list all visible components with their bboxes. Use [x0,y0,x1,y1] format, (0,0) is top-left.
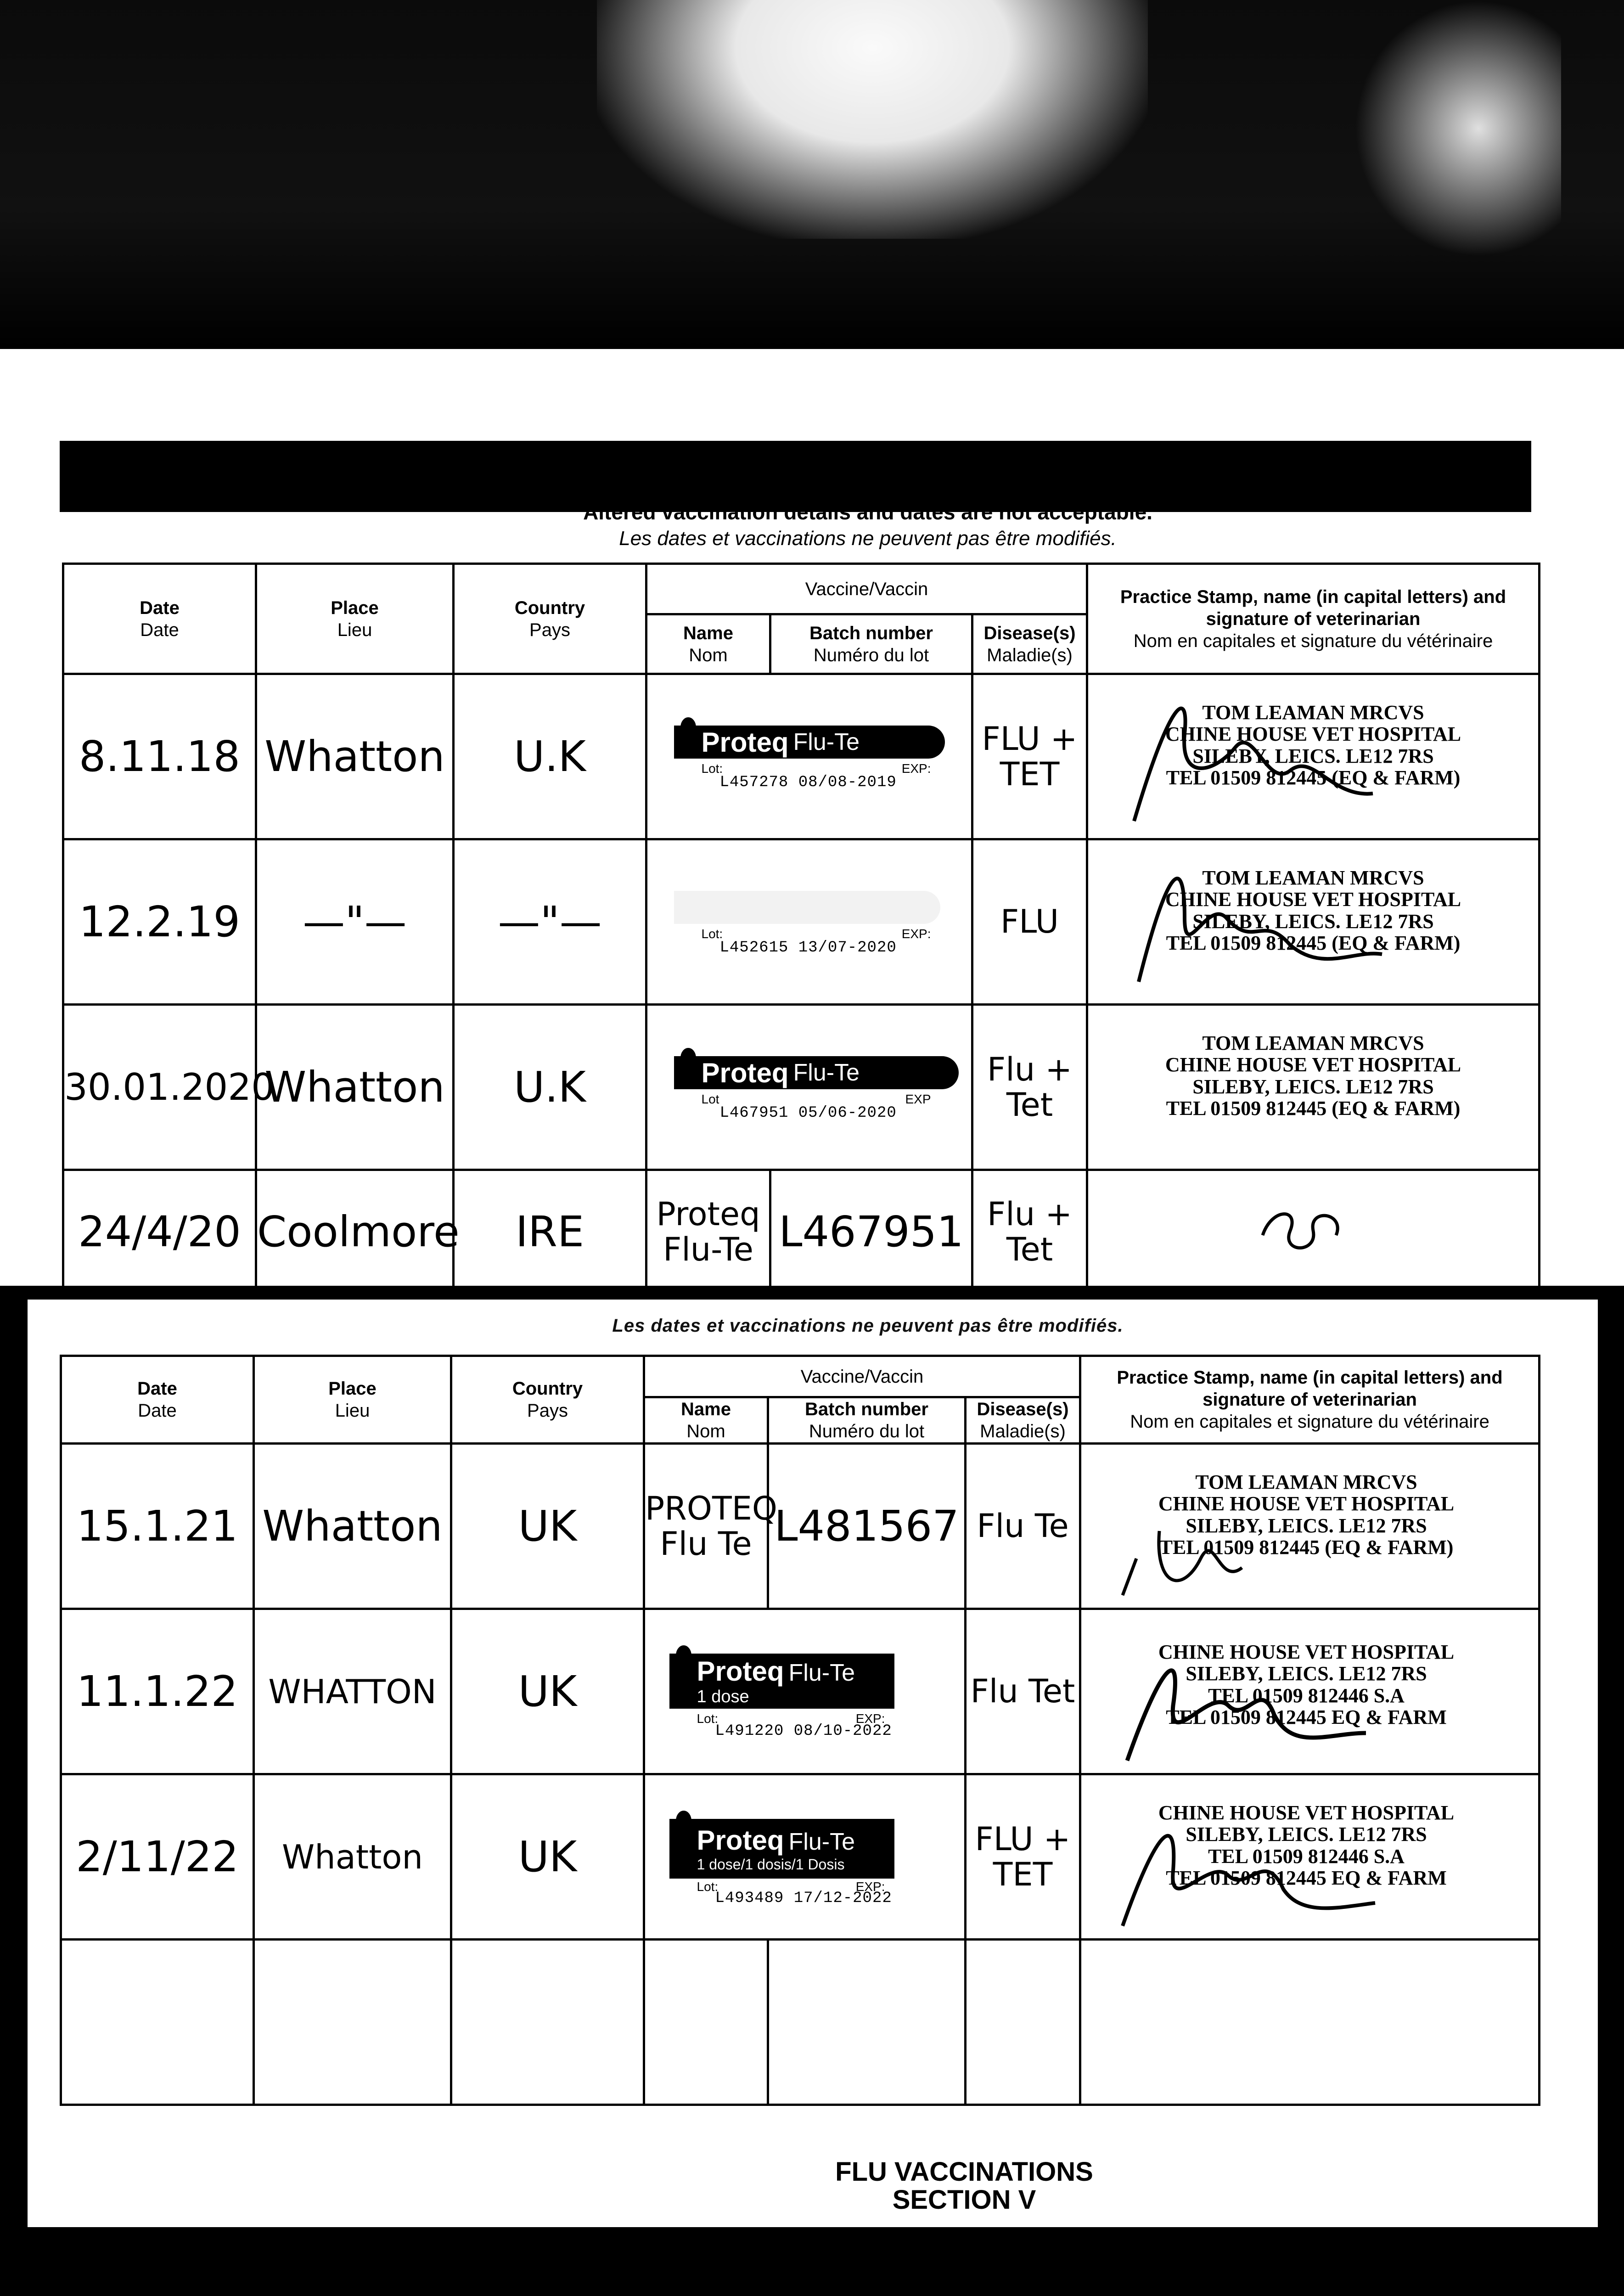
stamp-cell [1087,1005,1540,1170]
vaccine-label-cell [644,1774,966,1940]
date-cell: 24/4/20 [63,1170,256,1294]
stamp-cell [1087,839,1540,1005]
empty-cell [451,1940,644,2105]
empty-cell [644,1940,768,2105]
vet-stamp: CHINE HOUSE VET HOSPITAL SILEBY, LEICS. LE12 7RS TEL 01509 812446 S.A TEL 01509 812445 EQ & FARM [1081,1614,1538,1770]
empty-cell [1080,1940,1540,2105]
country-cell: UK [451,1444,644,1609]
header-date: Date Date [61,1356,254,1444]
name-cell: PROTEQ Flu Te [644,1444,768,1609]
country-cell: —"— [454,839,646,1005]
signature [1244,1199,1382,1263]
vaccine-label-cell [644,1609,966,1774]
table-row-empty [61,1940,1540,2105]
date-cell: 12.2.19 [63,839,256,1005]
place-cell: —"— [256,839,454,1005]
date-cell: 30.01.2020 [63,1005,256,1170]
place-cell: Whatton [256,674,454,839]
name-cell: Proteq Flu-Te [646,1170,770,1294]
country-cell: IRE [454,1170,646,1294]
header-stamp: Practice Stamp, name (in capital letters) and signature of veterinarian Nom en capitales et signature du vétérinaire [1080,1356,1540,1444]
header-stamp: Practice Stamp, name (in capital letters) and signature of veterinarian Nom en capitales et signature du vétérinaire [1087,564,1540,674]
date-cell: 15.1.21 [61,1444,254,1609]
vet-stamp: TOM LEAMAN MRCVS CHINE HOUSE VET HOSPITAL SILEBY, LEICS. LE12 7RS TEL 01509 812445 (EQ & FARM) [1088,679,1538,835]
vaccine-label-cell [646,1005,972,1170]
disease-cell: Flu + Tet [972,1170,1087,1294]
header-date: Date Date [63,564,256,674]
country-cell: UK [451,1774,644,1940]
stamp-cell [1087,674,1540,839]
disease-cell: FLU + TET [972,674,1087,839]
vaccination-table-upper [62,563,1540,1295]
vet-stamp: CHINE HOUSE VET HOSPITAL SILEBY, LEICS. LE12 7RS TEL 01509 812446 S.A TEL 01509 812445 EQ & FARM [1081,1779,1538,1935]
date-cell: 11.1.22 [61,1609,254,1774]
vaccine-sticker: Proteq Flu-Te Lot EXP L467951 05/06-2020 [674,1047,945,1125]
empty-cell [61,1940,254,2105]
page-bottom-shadow [0,2232,1624,2296]
disease-cell: FLU [972,839,1087,1005]
vaccine-sticker-faded: Lot: EXP: L452615 13/07-2020 [674,882,945,960]
empty-cell [966,1940,1080,2105]
header-place: Place Lieu [256,564,454,674]
date-cell: 8.11.18 [63,674,256,839]
table-row [61,1609,1540,1774]
table-row [63,674,1540,839]
header-country: Country Pays [451,1356,644,1444]
place-cell: Whatton [254,1774,451,1940]
vaccine-sticker: Proteq Flu-Te 1 dose/1 dosis/1 Dosis Lot: EXP: L493489 17/12-2022 [669,1810,940,1902]
vet-stamp: TOM LEAMAN MRCVS CHINE HOUSE VET HOSPITAL SILEBY, LEICS. LE12 7RS TEL 01509 812445 (EQ & FARM) [1088,844,1538,1000]
disease-cell: Flu + Tet [972,1005,1087,1170]
place-cell: Whatton [254,1444,451,1609]
date-cell: 2/11/22 [61,1774,254,1940]
header-name: Name Nom [644,1397,768,1444]
vaccine-label-cell [646,674,972,839]
vaccination-table-lower [60,1355,1540,2106]
header-vaccine: Vaccine/Vaccin [644,1356,1080,1397]
disease-cell: Flu Te [966,1444,1080,1609]
batch-cell: L481567 [768,1444,966,1609]
country-cell: UK [451,1609,644,1774]
place-cell: Whatton [256,1005,454,1170]
empty-cell [254,1940,451,2105]
table-row [63,1005,1540,1170]
country-cell: U.K [454,1005,646,1170]
warning-notice [138,500,1598,550]
vaccine-sticker: Proteq Flu-Te Lot: EXP: L457278 08/08-2019 [674,716,945,794]
empty-cell [768,1940,966,2105]
batch-cell: L467951 [770,1170,972,1294]
header-batch: Batch number Numéro du lot [770,614,972,674]
section-title: FLU VACCINATIONS SECTION V [835,2157,1093,2215]
header-place: Place Lieu [254,1356,451,1444]
notice-french-lower: Les dates et vaccinations ne peuvent pas être modifiés. [612,1316,1124,1336]
place-cell: Coolmore [256,1170,454,1294]
table-row [61,1774,1540,1940]
stamp-cell [1080,1609,1540,1774]
vaccine-sticker: Proteq Flu-Te 1 dose Lot: EXP: L491220 08/10-2022 [669,1644,940,1736]
header-disease: Disease(s) Maladie(s) [972,614,1087,674]
header-batch: Batch number Numéro du lot [768,1397,966,1444]
stamp-cell [1080,1444,1540,1609]
country-cell: U.K [454,674,646,839]
stamp-cell [1080,1774,1540,1940]
disease-cell: FLU + TET [966,1774,1080,1940]
notice-french: Les dates et vaccinations ne peuvent pas être modifiés. [619,527,1117,550]
scan-glare [597,0,1148,239]
disease-cell: Flu Tet [966,1609,1080,1774]
table-row [63,839,1540,1005]
place-cell: WHATTON [254,1609,451,1774]
vaccine-label-cell [646,839,972,1005]
page-number: 15 [0,2076,27,2102]
table-row [61,1444,1540,1609]
scan-glare [1354,0,1561,257]
header-name: Name Nom [646,614,770,674]
table-row [63,1170,1540,1294]
vet-stamp: TOM LEAMAN MRCVS CHINE HOUSE VET HOSPITAL SILEBY, LEICS. LE12 7RS TEL 01509 812445 (EQ & FARM) [1165,1031,1461,1120]
header-vaccine: Vaccine/Vaccin [646,564,1087,614]
stamp-cell [1087,1170,1540,1294]
header-country: Country Pays [454,564,646,674]
notice-english: Altered vaccination details and dates are not acceptable. [583,500,1152,524]
vet-stamp: TOM LEAMAN MRCVS CHINE HOUSE VET HOSPITAL SILEBY, LEICS. LE12 7RS TEL 01509 812445 (EQ & FARM) [1081,1448,1538,1604]
header-disease: Disease(s) Maladie(s) [966,1397,1080,1444]
